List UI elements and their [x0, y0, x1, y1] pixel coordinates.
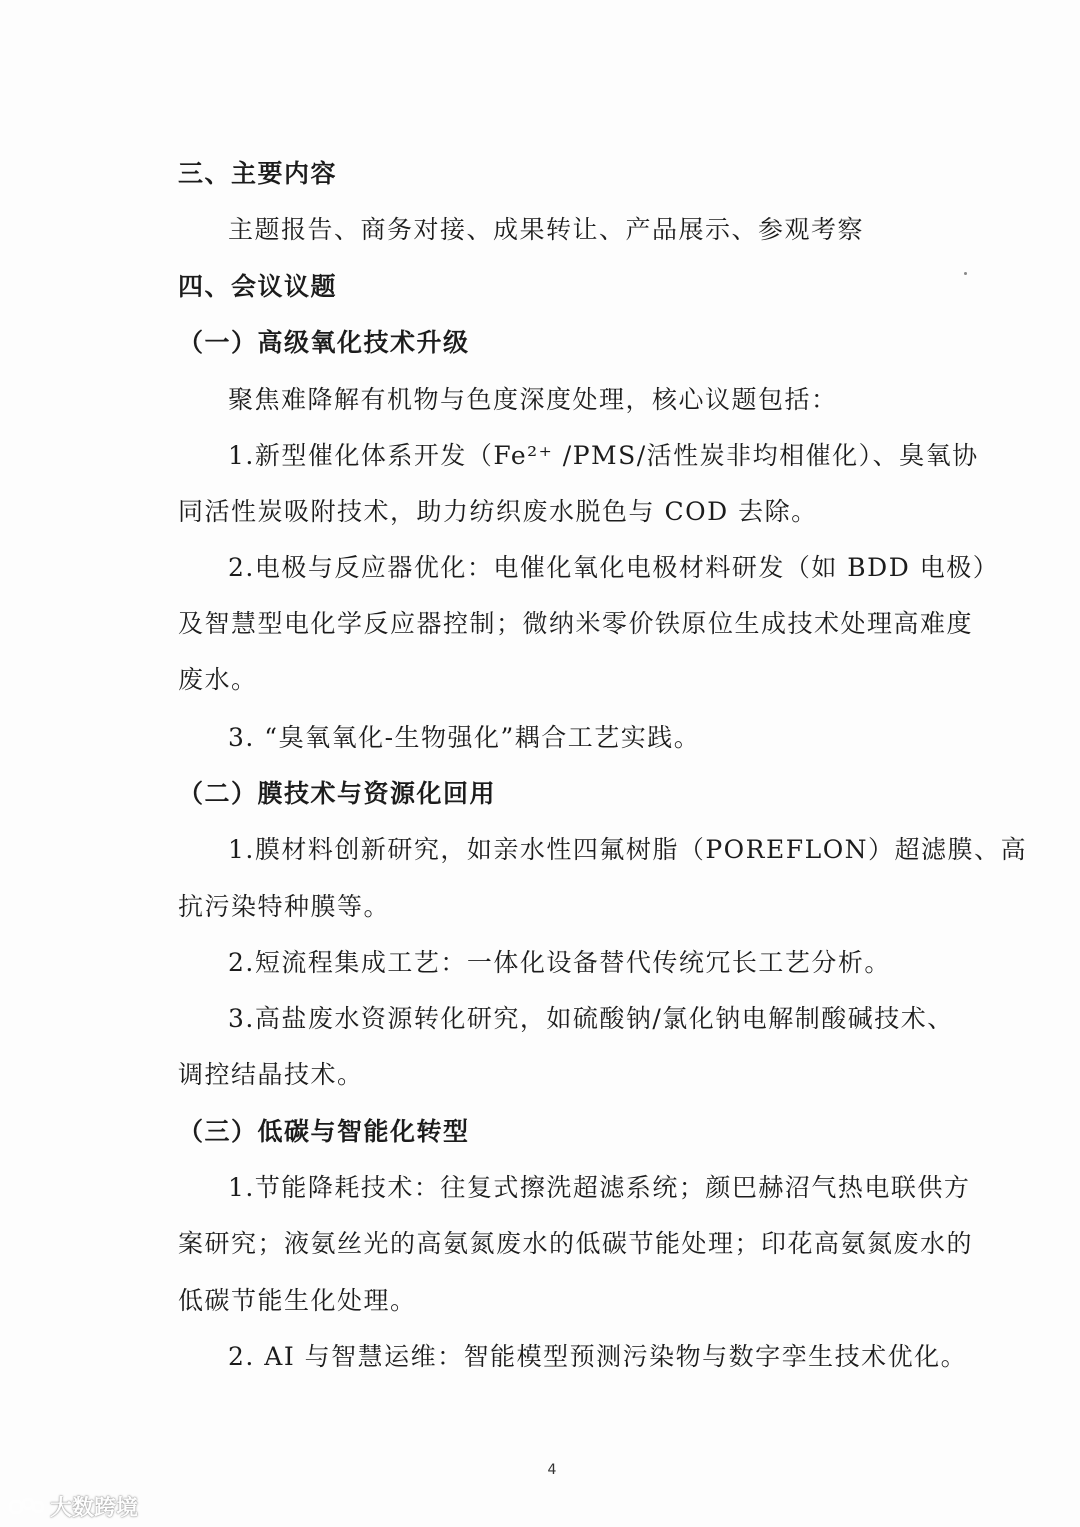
- paragraph-line: 及智慧型电化学反应器控制；微纳米零价铁原位生成技术处理高难度: [178, 609, 974, 638]
- paragraph-line: 主题报告、商务对接、成果转让、产品展示、参观考察: [228, 215, 865, 244]
- paragraph-line: 同活性炭吸附技术，助力纺织废水脱色与 COD 去除。: [178, 497, 818, 526]
- paragraph-line: 抗污染特种膜等。: [178, 892, 391, 921]
- watermark-text: 大数跨境: [50, 1495, 139, 1521]
- paragraph-line: 聚焦难降解有机物与色度深度处理，核心议题包括：: [228, 385, 838, 414]
- paragraph-line: 2.短流程集成工艺：一体化设备替代传统冗长工艺分析。: [228, 948, 891, 977]
- paragraph-line: 2. AI 与智慧运维：智能模型预测污染物与数字孪生技术优化。: [228, 1342, 968, 1371]
- paragraph-line: 2.电极与反应器优化：电催化氧化电极材料研发（如 BDD 电极）: [228, 553, 1000, 582]
- subsection-heading-3: （三）低碳与智能化转型: [178, 1117, 470, 1146]
- paragraph-line: 调控结晶技术。: [178, 1060, 364, 1089]
- paragraph-line: 3.高盐废水资源转化研究，如硫酸钠/氯化钠电解制酸碱技术、: [228, 1004, 954, 1033]
- paragraph-line: 废水。: [178, 665, 258, 694]
- paragraph-line: 1.新型催化体系开发（Fe²⁺ /PMS/活性炭非均相催化）、臭氧协: [228, 441, 979, 470]
- section-heading-3: 三、主要内容: [178, 159, 338, 188]
- paragraph-line: 1.膜材料创新研究，如亲水性四氟树脂（POREFLON）超滤膜、高: [228, 835, 1028, 864]
- watermark-logo-icon: [8, 1495, 46, 1517]
- page-number: 4: [547, 1462, 557, 1478]
- watermark: [8, 1490, 138, 1522]
- paragraph-line: 1.节能降耗技术：往复式擦洗超滤系统；颜巴赫沼气热电联供方: [228, 1173, 971, 1202]
- subsection-heading-2: （二）膜技术与资源化回用: [178, 779, 497, 808]
- section-heading-4: 四、会议议题: [178, 272, 338, 301]
- subsection-heading-1: （一）高级氧化技术升级: [178, 328, 470, 357]
- paragraph-line: 案研究；液氨丝光的高氨氮废水的低碳节能处理；印花高氨氮废水的: [178, 1229, 974, 1258]
- paragraph-line: 3. “臭氧氧化-生物强化”耦合工艺实践。: [228, 723, 701, 752]
- paragraph-line: 低碳节能生化处理。: [178, 1286, 417, 1315]
